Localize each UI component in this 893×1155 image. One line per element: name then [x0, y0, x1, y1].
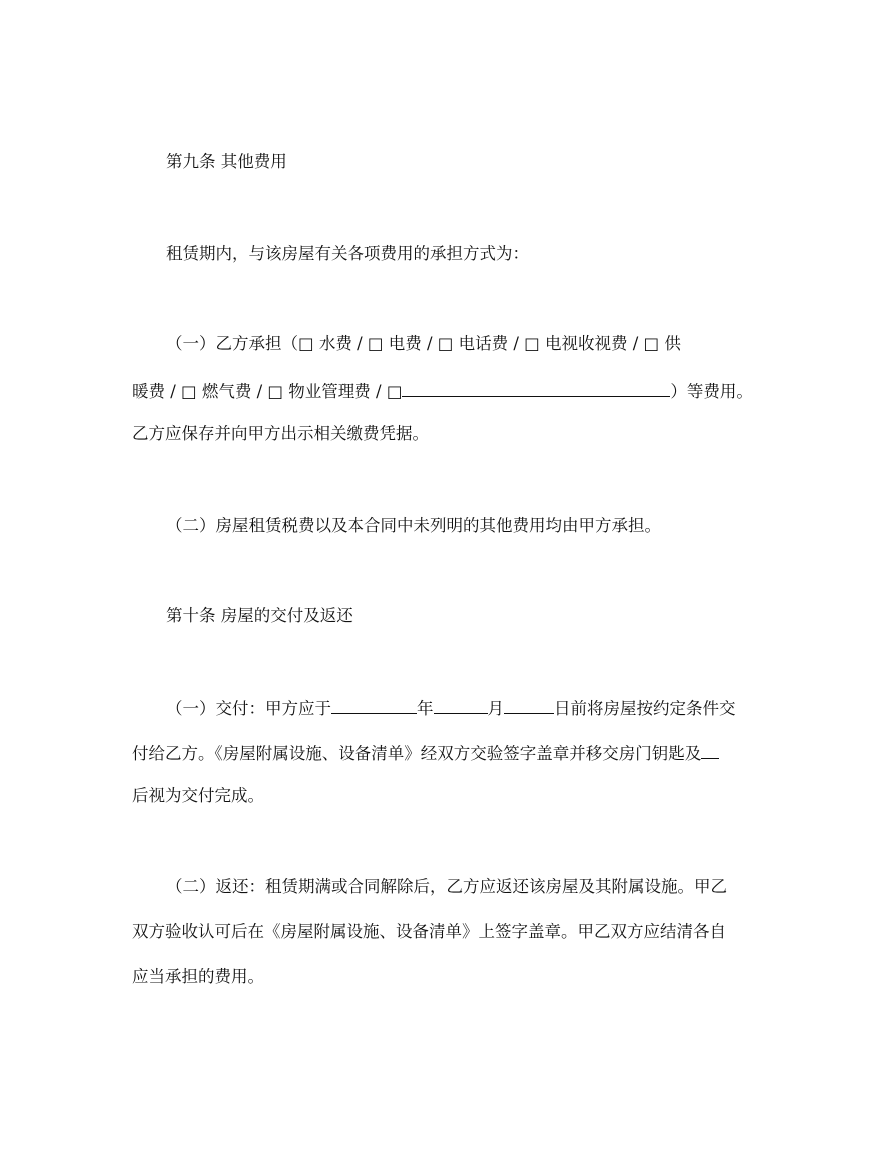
article-10-clause-1-line-2 — [132, 741, 719, 764]
article-10-clause-2-line-2: 双方验收认可后在《房屋附属设施、设备清单》上签字盖章。甲乙双方应结清各自 — [132, 922, 726, 941]
month-label: 月 — [487, 699, 504, 718]
article-9-clause-1-line-1: （一）乙方承担（□ 水费 / □ 电费 / □ 电话费 / □ 电视收视费 / □ 供 — [166, 334, 681, 353]
article-9-intro: 租赁期内，与该房屋有关各项费用的承担方式为： — [166, 244, 529, 263]
article-9-title: 第九条 其他费用 — [166, 152, 287, 171]
delivery-text-a: （一）交付：甲方应于 — [166, 699, 331, 718]
year-label: 年 — [417, 699, 434, 718]
article-10-clause-2-line-1: （二）返还：租赁期满或合同解除后，乙方应返还该房屋及其附属设施。甲乙 — [166, 877, 727, 896]
article-9-clause-1-line-2-text: 暖费 / □ 燃气费 / □ 物业管理费 / □ — [132, 382, 403, 401]
delivery-text-d: 日前将房屋按约定条件交 — [554, 699, 736, 718]
blank-month — [434, 696, 488, 714]
delivery-line-2-text: 付给乙方。《房屋附属设施、设备清单》经双方交验签字盖章并移交房门钥匙及 — [132, 744, 702, 763]
article-10-title: 第十条 房屋的交付及返还 — [166, 606, 353, 625]
blank-keys — [701, 741, 719, 759]
blank-year — [331, 696, 417, 714]
article-10-clause-1-line-1 — [166, 696, 736, 719]
article-9-clause-1-line-2 — [132, 379, 753, 402]
article-9-clause-1-line-3: 乙方应保存并向甲方出示相关缴费凭据。 — [132, 424, 429, 443]
article-9-clause-1-line-2-end: ）等费用。 — [670, 382, 753, 401]
blank-day — [504, 696, 554, 714]
blank-other-fee — [402, 379, 670, 397]
article-9-clause-2: （二）房屋租赁税费以及本合同中未列明的其他费用均由甲方承担。 — [166, 516, 661, 535]
article-10-clause-1-line-3: 后视为交付完成。 — [132, 786, 264, 805]
article-10-clause-2-line-3: 应当承担的费用。 — [132, 967, 264, 986]
